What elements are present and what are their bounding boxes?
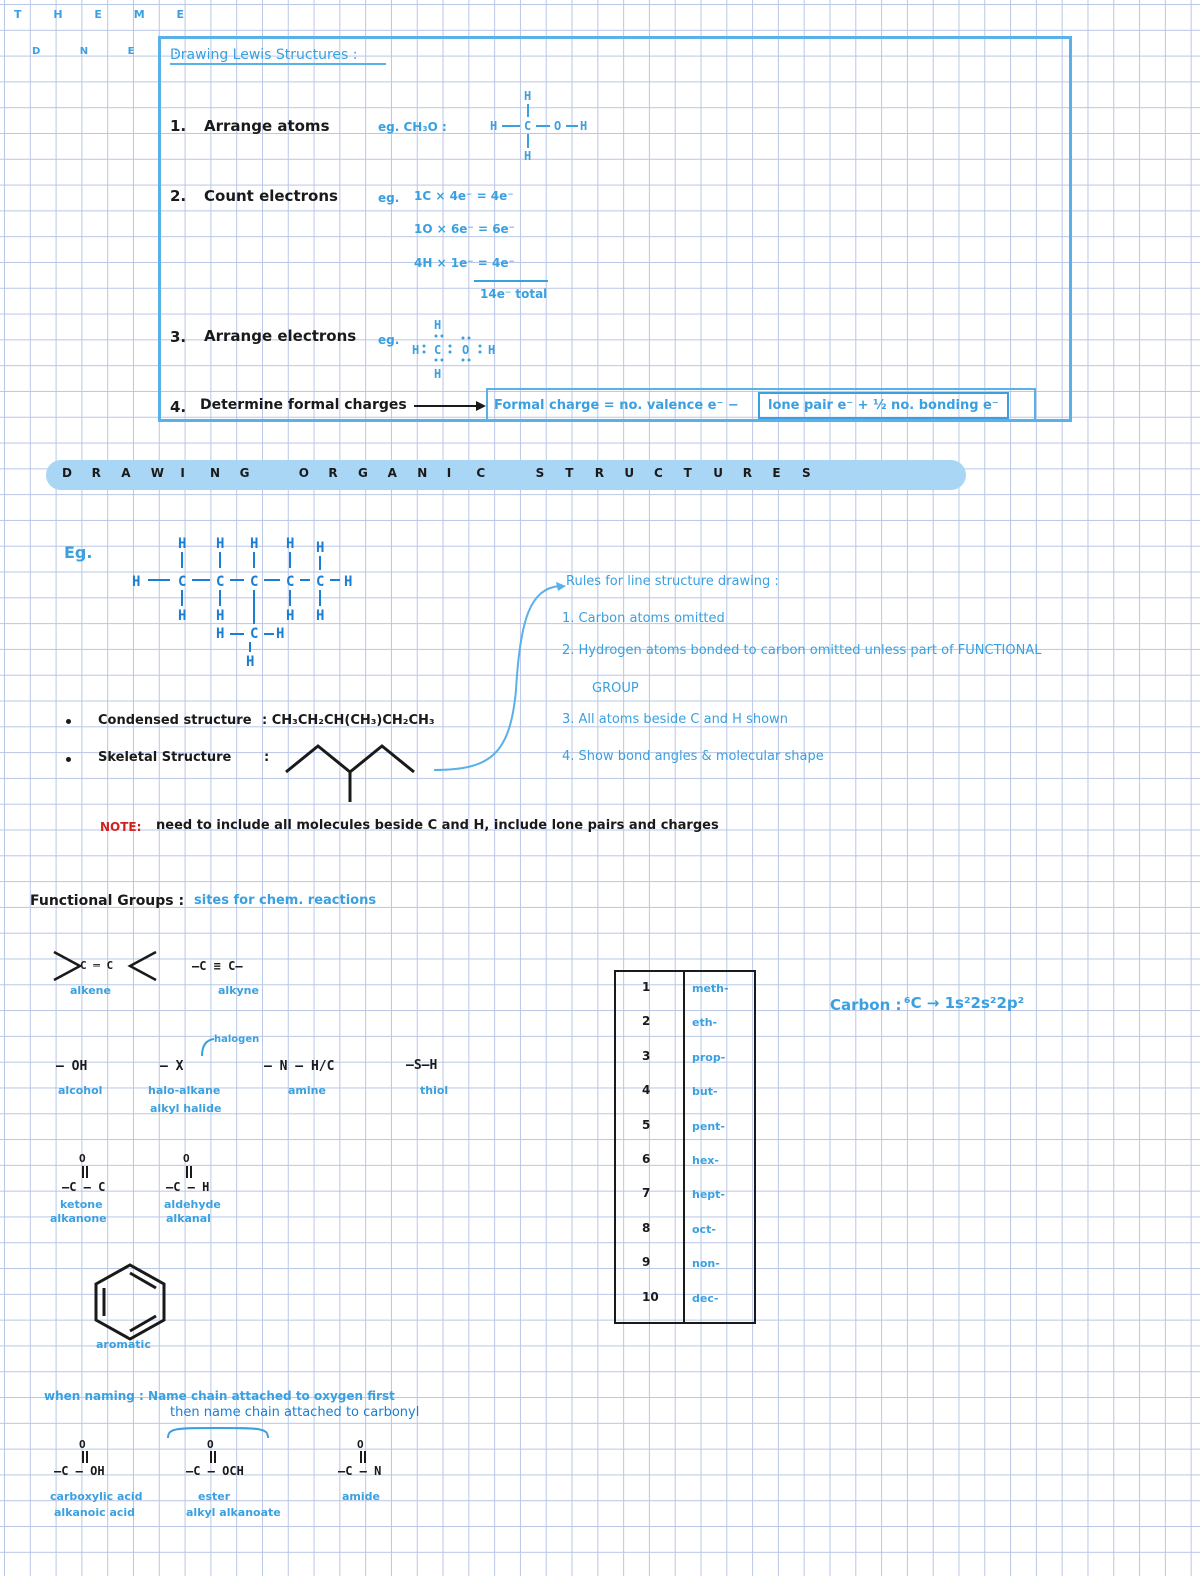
prefix-number: 4 [642,1083,651,1098]
skeletal-structure [284,740,424,810]
svg-text:H: H [132,574,141,590]
svg-text:C: C [250,626,259,642]
step-4-label: Determine formal charges [200,397,407,413]
banner-letter: N [417,466,428,480]
condensed-formula: : CH₃CH₂CH(CH₃)CH₂CH₃ [262,713,435,728]
banner-letter: W [150,466,165,480]
amine-formula: — N — H/C [264,1059,335,1074]
lewis-h-right: H [488,343,496,357]
note-label: NOTE: [100,820,142,834]
step-3-eg: eg. [378,333,400,347]
bullet-skeletal [66,757,71,762]
rule-3: 3. All atoms beside C and H shown [562,712,788,727]
rule-2-cont: GROUP [592,681,639,696]
amide-oxygen: O [357,1438,364,1451]
svg-text:O: O [554,119,562,133]
prefix-number: 5 [642,1117,651,1132]
svg-text:C: C [316,574,325,590]
ketone-label-2: alkanone [50,1212,107,1225]
banner-letter: C [654,466,663,480]
rule-2: 2. Hydrogen atoms bonded to carbon omitted unless part of FUNCTIONAL [562,643,1042,658]
amide-formula: —C — N [338,1464,382,1478]
methanol-lewis [410,316,520,380]
prefix-name: meth- [692,982,729,995]
ketone-double-bond [82,1166,88,1178]
step-2-eg: eg. [378,191,400,205]
prefix-name: but- [692,1085,718,1099]
banner-letter: G [239,466,250,480]
lewis-box [158,36,1072,422]
prefix-name: prop- [692,1050,726,1064]
banner-letter: U [713,466,723,480]
halo-label-1: halo-alkane [148,1084,221,1097]
rules-title: Rules for line structure drawing : [566,574,779,589]
aldehyde-oxygen: O [183,1152,190,1165]
prefix-name: non- [692,1257,720,1271]
alkene-label: alkene [70,984,111,997]
alcohol-formula: — OH [56,1059,88,1074]
thiol-formula: —S—H [406,1058,438,1073]
note-text: need to include all molecules beside C and H, include lone pairs and charges [156,818,719,833]
ester-label-1: ester [198,1490,231,1503]
ester-note-1: when naming : Name chain attached to oxygen first [44,1389,395,1403]
prefix-number: 9 [642,1255,651,1270]
banner-letter: C [476,466,486,480]
svg-text:H: H [178,536,187,552]
electron-count-c: 1C × 4e⁻ = 4e⁻ [414,189,514,203]
alkyne-label: alkyne [218,984,259,997]
step-3-num: 3. [170,328,187,346]
lewis-title: Drawing Lewis Structures : [170,47,386,65]
acid-label-1: carboxylic acid [50,1490,143,1503]
acid-formula: —C — OH [54,1464,105,1478]
banner-letter: I [446,466,452,480]
banner-letter: N [210,466,221,480]
svg-text:H: H [316,540,325,556]
prefix-number: 7 [642,1186,651,1201]
lewis-o: O [462,343,470,357]
step-1-eg: eg. CH₃O : [378,120,447,134]
benzene-ring [90,1262,170,1342]
ketone-oxygen: O [79,1152,86,1165]
amine-label: amine [288,1084,326,1097]
aldehyde-double-bond [186,1166,192,1178]
svg-text:H: H [286,608,295,624]
banner-letter: R [91,466,101,480]
banner-letter: E [772,466,781,480]
header-theme: T H E M E [14,8,199,21]
svg-text:C: C [524,119,532,133]
electron-sum-line [474,280,548,282]
svg-text:H: H [344,574,353,590]
ester-oxygen: O [207,1438,214,1451]
prefix-number: 10 [642,1289,659,1304]
electron-count-o: 1O × 6e⁻ = 6e⁻ [414,222,516,236]
acid-double-bond [82,1451,88,1463]
formal-charge-bracket: lone pair e⁻ + ½ no. bonding e⁻ [758,392,1009,419]
bullet-condensed [66,719,71,724]
prefix-name: hept- [692,1188,725,1202]
acid-oxygen: O [79,1438,86,1451]
carbon-label: Carbon : [830,996,902,1014]
svg-text:H: H [216,536,225,552]
svg-text:C: C [286,574,295,590]
ester-double-bond [210,1451,216,1463]
svg-text:H: H [216,608,225,624]
thiol-label: thiol [420,1084,449,1097]
step-2-num: 2. [170,187,187,205]
aromatic-label: aromatic [96,1338,151,1351]
alcohol-label: alcohol [58,1084,103,1097]
ester-formula: —C — OCH [186,1464,244,1478]
ester-bracket [166,1424,270,1440]
ketone-label-1: ketone [60,1198,103,1211]
lewis-h-left: H [412,343,420,357]
banner-letter: A [121,466,131,480]
skeletal-colon: : [264,750,270,765]
header-done: D N E : [32,46,196,57]
lewis-c: C [434,343,442,357]
expanded-structure [130,530,370,670]
banner-letter: O [298,466,309,480]
svg-text:C: C [178,574,187,590]
aldehyde-label-1: aldehyde [164,1198,221,1211]
halo-formula: — X [160,1059,184,1074]
svg-text:H: H [178,608,187,624]
electron-total: 14e⁻ total [480,287,548,301]
prefix-name: pent- [692,1119,725,1133]
step-1-num: 1. [170,117,187,135]
prefix-number: 6 [642,1152,651,1166]
svg-text:H: H [216,626,225,642]
prefix-number: 3 [642,1048,651,1063]
formal-charge-text: Formal charge = no. valence e⁻ − [494,398,739,413]
svg-text:H: H [276,626,285,642]
banner-letter: R [742,466,753,480]
amide-double-bond [360,1451,366,1463]
prefix-number: 8 [642,1220,651,1235]
svg-text:H: H [250,536,259,552]
carbon-formula: ⁶C → 1s²2s²2p² [904,994,1025,1012]
prefix-name: hex- [692,1154,719,1167]
svg-text:H: H [286,536,295,552]
step-1-label: Arrange atoms [204,117,330,135]
ester-label-2: alkyl alkanoate [186,1506,281,1519]
svg-text:C: C [250,574,259,590]
banner-letter: R [594,466,605,480]
halo-label-2: alkyl halide [150,1102,222,1115]
prefix-name: oct- [692,1222,716,1236]
eg-label: Eg. [64,543,93,562]
ester-note-2: then name chain attached to carbonyl [170,1405,420,1420]
rule-1: 1. Carbon atoms omitted [562,611,725,626]
banner-letter: R [328,466,338,480]
banner-letter: U [624,466,635,480]
alkene-formula: C ═ C [80,959,114,972]
prefix-rows [614,980,756,1320]
svg-text:C: C [216,574,225,590]
skeletal-label: Skeletal Structure [98,750,232,765]
lewis-h-bottom: H [434,367,442,381]
banner-letter: A [387,466,397,480]
step-3-label: Arrange electrons [204,327,357,345]
banner-letter: S [535,466,545,480]
prefix-name: dec- [692,1291,719,1305]
banner-title [62,466,962,486]
prefix-number: 2 [642,1014,651,1029]
banner-letter: G [358,466,368,480]
electron-count-h: 4H × 1e⁻ = 4e⁻ [414,256,515,270]
banner-letter: T [565,466,574,480]
svg-text:H: H [580,119,588,133]
svg-text:H: H [490,119,498,133]
svg-text:H: H [524,89,532,103]
step-2-label: Count electrons [204,187,338,205]
formal-charge-arrow [412,398,488,414]
ketone-formula: —C — C [62,1180,106,1194]
lewis-h-top: H [434,318,442,332]
banner-letter: S [802,466,811,480]
functional-subtitle: sites for chem. reactions [194,893,377,908]
rule-4: 4. Show bond angles & molecular shape [562,749,824,764]
connector-curve [430,580,570,780]
acid-label-2: alkanoic acid [54,1506,136,1519]
methanol-structure [480,88,590,168]
prefix-number: 1 [642,980,651,994]
amide-label: amide [342,1490,380,1503]
halogen-label: halogen [214,1034,260,1045]
svg-text:H: H [524,149,532,163]
alkyne-formula: —C ≡ C— [192,959,243,973]
banner-letter: T [683,466,692,480]
step-4-num: 4. [170,398,187,416]
aldehyde-formula: —C — H [166,1180,210,1194]
prefix-name: eth- [692,1016,718,1030]
banner-letter: I [180,466,185,480]
aldehyde-label-2: alkanal [166,1212,211,1225]
svg-text:H: H [316,608,325,624]
svg-text:H: H [246,654,255,670]
banner-letter: D [62,466,72,480]
functional-title: Functional Groups : [30,893,185,909]
condensed-label: Condensed structure [98,713,252,728]
